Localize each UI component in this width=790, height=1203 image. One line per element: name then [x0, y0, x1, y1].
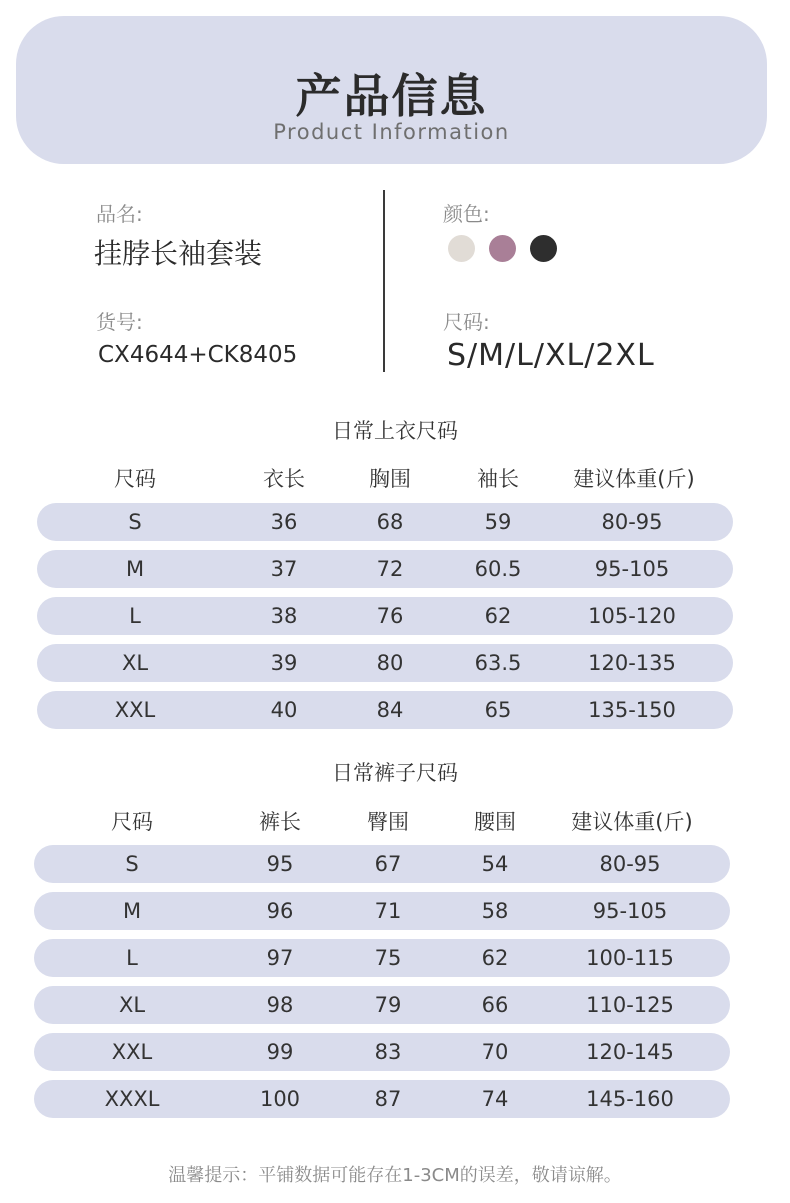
table-cell: 74 [481, 1087, 509, 1111]
table-cell: 39 [270, 651, 298, 675]
pants-col-header: 臀围 [367, 810, 409, 834]
table-cell: L [126, 946, 138, 970]
product-name-label: 品名: [96, 202, 143, 226]
product-sku-value: CX4644+CK8405 [98, 342, 298, 368]
table-cell: 80-95 [601, 510, 663, 534]
table-cell: 87 [374, 1087, 402, 1111]
table-cell: XXL [114, 698, 156, 722]
table-cell: 68 [376, 510, 404, 534]
table-cell: XL [121, 651, 149, 675]
table-cell: 54 [481, 852, 509, 876]
table-cell: 71 [374, 899, 402, 923]
table-cell: S [128, 510, 142, 534]
header-banner [16, 16, 767, 164]
table-cell: 67 [374, 852, 402, 876]
table-cell: 95-105 [592, 899, 668, 923]
product-sku-label: 货号: [96, 310, 143, 334]
footer-note: 温馨提示：平铺数据可能存在1-3CM的误差，敬请谅解。 [168, 1165, 622, 1186]
table-cell: 105-120 [588, 604, 676, 628]
table-cell: 72 [376, 557, 404, 581]
table-cell: 84 [376, 698, 404, 722]
table-cell: 66 [481, 993, 509, 1017]
pants-table-title: 日常裤子尺码 [332, 761, 458, 785]
pants-col-header: 建议体重(斤) [571, 810, 693, 834]
table-cell: XL [118, 993, 146, 1017]
table-cell: 36 [270, 510, 298, 534]
color-swatch-mauve [489, 235, 516, 262]
table-cell: 79 [374, 993, 402, 1017]
table-cell: M [125, 557, 145, 581]
table-cell: 95-105 [594, 557, 670, 581]
table-cell: 83 [374, 1040, 402, 1064]
table-cell: 38 [270, 604, 298, 628]
table-cell: M [122, 899, 142, 923]
table-cell: 75 [374, 946, 402, 970]
pants-col-header: 腰围 [474, 810, 516, 834]
table-cell: 62 [481, 946, 509, 970]
top-table-title: 日常上衣尺码 [332, 419, 458, 443]
color-swatch-beige [448, 235, 475, 262]
table-cell: XXXL [104, 1087, 160, 1111]
table-cell: 40 [270, 698, 298, 722]
table-cell: 60.5 [474, 557, 522, 581]
top-col-header: 尺码 [114, 467, 156, 491]
top-col-header: 袖长 [477, 467, 519, 491]
info-divider [383, 190, 385, 372]
table-cell: 98 [266, 993, 294, 1017]
table-cell: 110-125 [586, 993, 674, 1017]
table-cell: 80-95 [599, 852, 661, 876]
table-cell: 63.5 [474, 651, 522, 675]
table-cell: 100 [259, 1087, 301, 1111]
page-subtitle: Product Information [273, 120, 510, 144]
table-cell: 100-115 [586, 946, 674, 970]
size-label: 尺码: [443, 310, 490, 334]
table-cell: 70 [481, 1040, 509, 1064]
table-cell: 76 [376, 604, 404, 628]
table-cell: 80 [376, 651, 404, 675]
table-cell: 96 [266, 899, 294, 923]
color-label: 颜色: [443, 202, 490, 226]
table-cell: 62 [484, 604, 512, 628]
table-cell: 58 [481, 899, 509, 923]
size-value: S/M/L/XL/2XL [447, 338, 655, 373]
table-cell: XXL [111, 1040, 153, 1064]
table-cell: L [129, 604, 141, 628]
table-cell: 120-145 [586, 1040, 674, 1064]
table-cell: 59 [484, 510, 512, 534]
pants-col-header: 裤长 [259, 810, 301, 834]
table-cell: 97 [266, 946, 294, 970]
top-col-header: 建议体重(斤) [573, 467, 695, 491]
top-col-header: 衣长 [263, 467, 305, 491]
table-cell: 95 [266, 852, 294, 876]
color-swatch-black [530, 235, 557, 262]
table-cell: S [125, 852, 139, 876]
table-cell: 145-160 [586, 1087, 674, 1111]
pants-col-header: 尺码 [111, 810, 153, 834]
page-title: 产品信息 [295, 69, 488, 123]
table-cell: 65 [484, 698, 512, 722]
table-cell: 37 [270, 557, 298, 581]
product-name-value: 挂脖长袖套装 [94, 237, 263, 270]
table-cell: 99 [266, 1040, 294, 1064]
table-cell: 135-150 [588, 698, 676, 722]
table-cell: 120-135 [588, 651, 676, 675]
top-col-header: 胸围 [369, 467, 411, 491]
